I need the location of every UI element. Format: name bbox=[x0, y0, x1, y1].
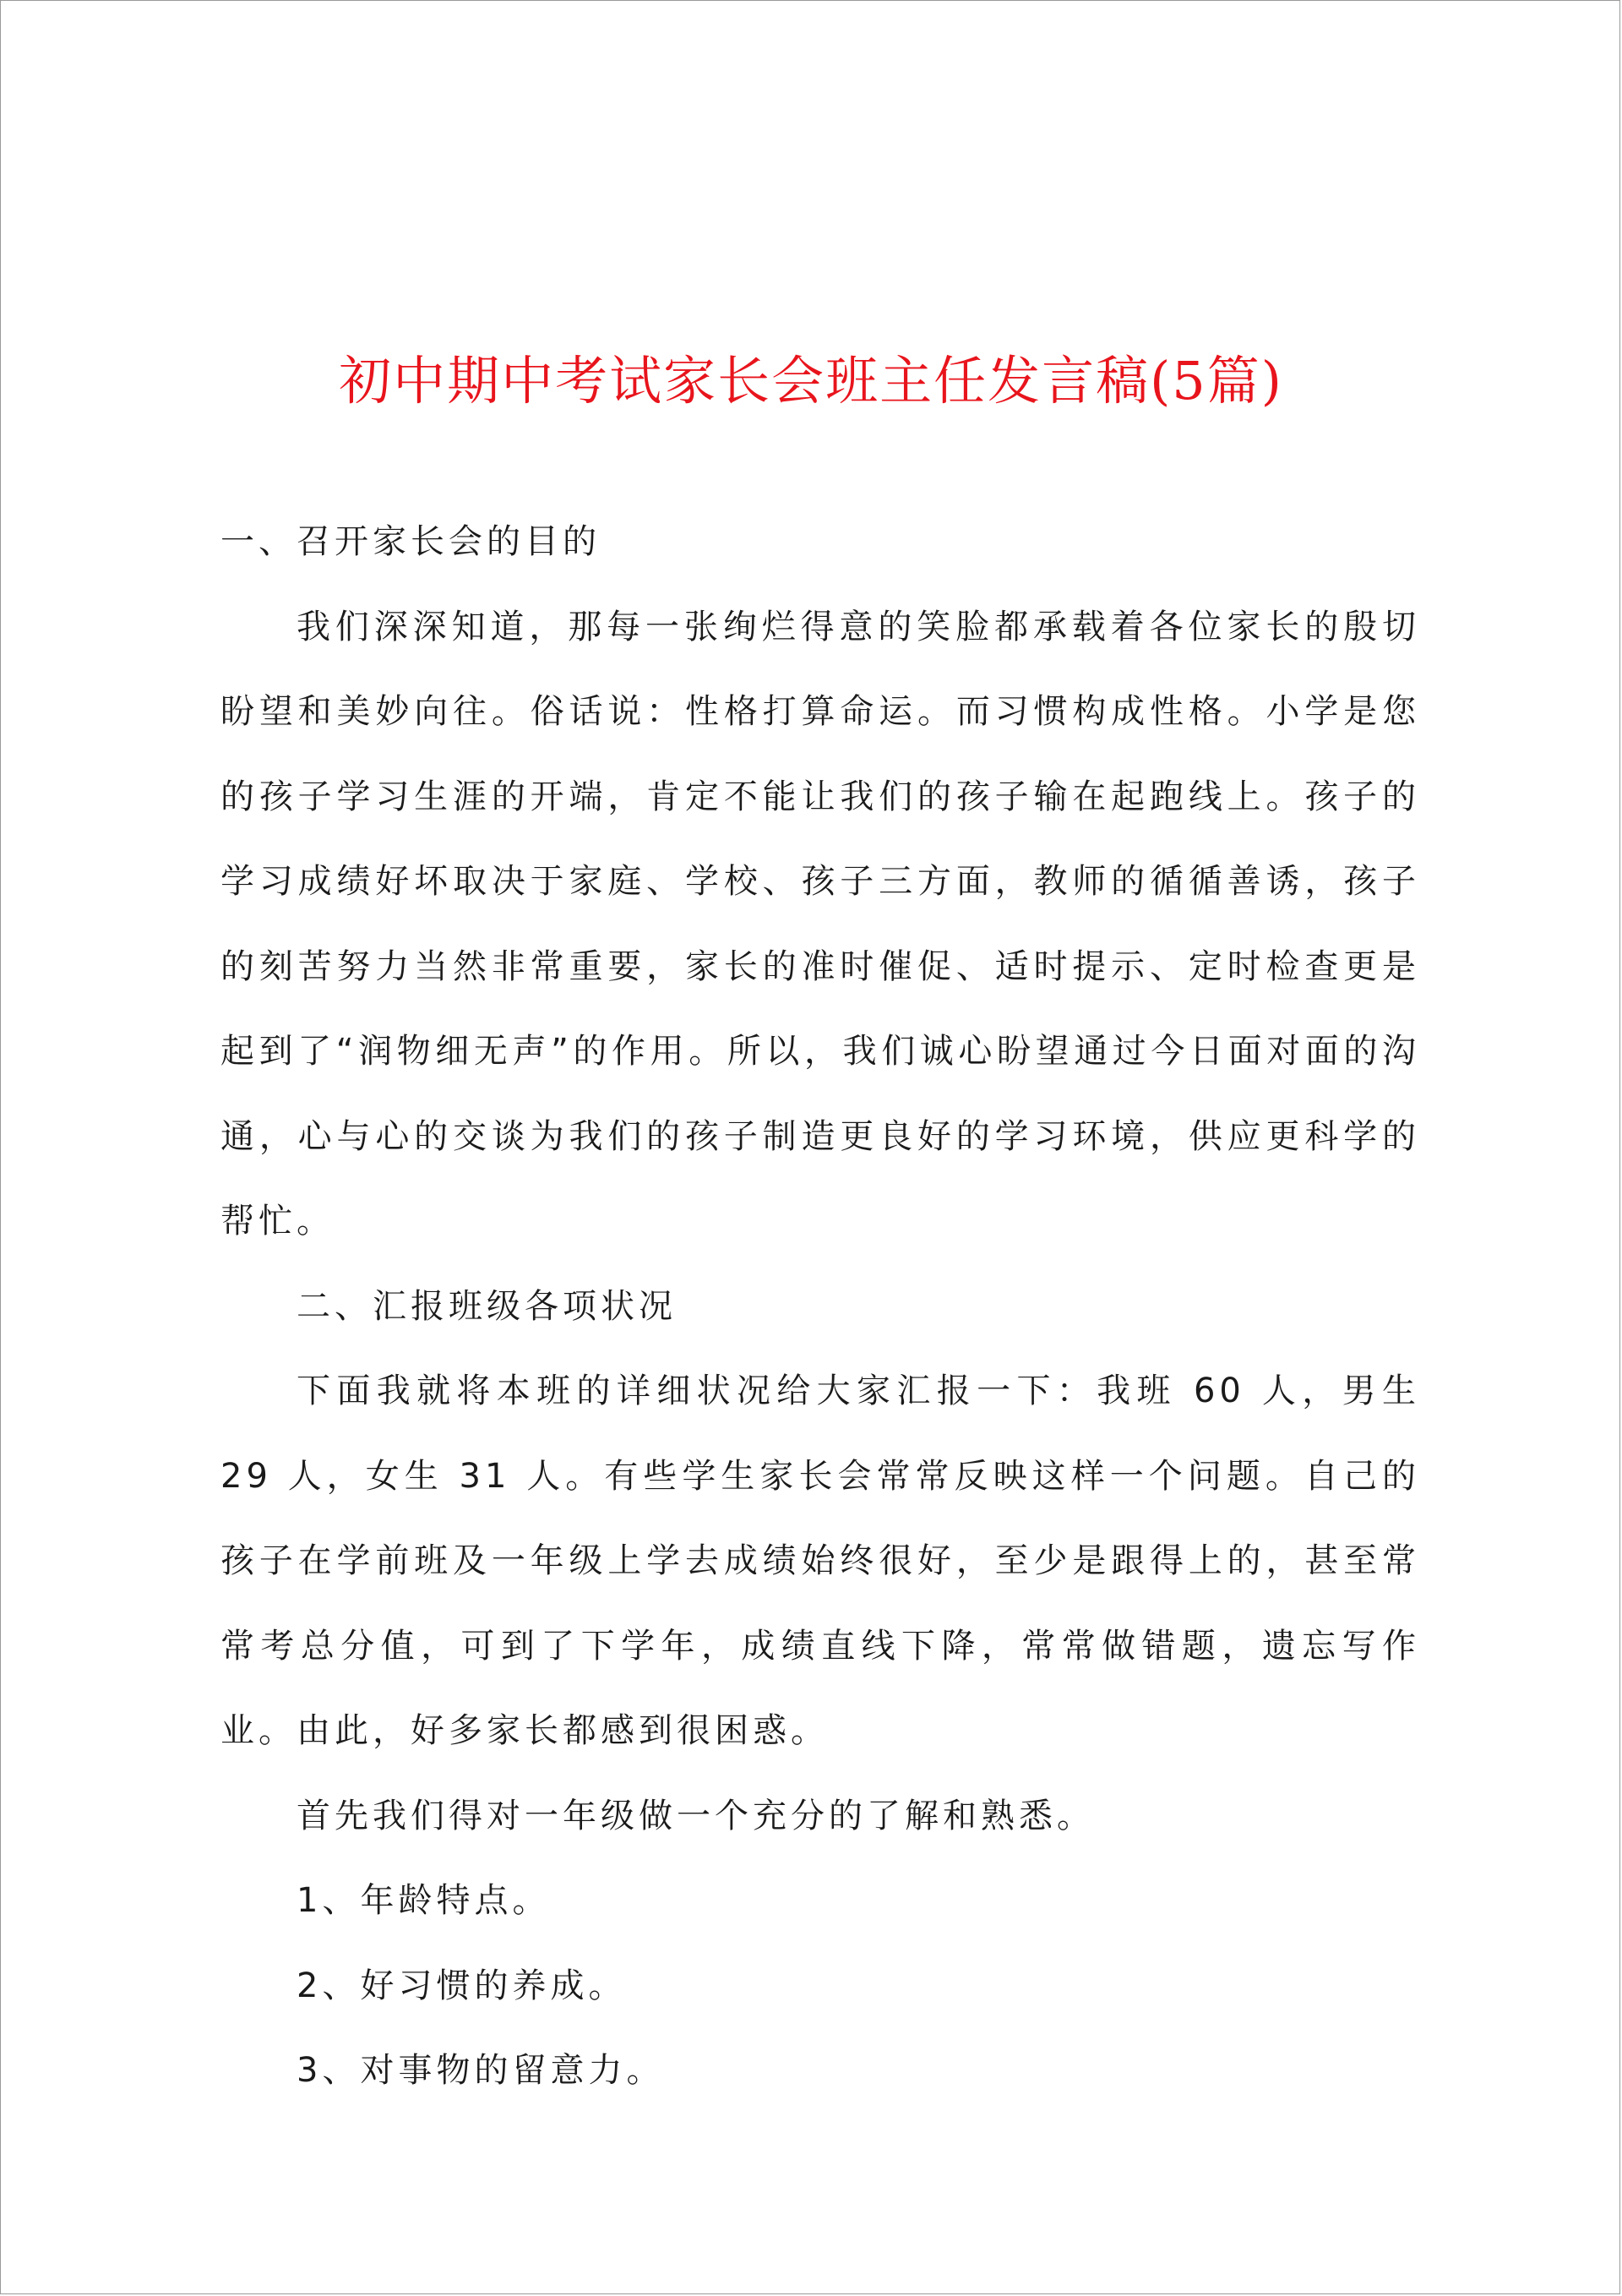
section-heading-report: 二、汇报班级各项状况 bbox=[297, 1286, 677, 1326]
list-item-attention: 3、对事物的留意力。 bbox=[297, 2051, 665, 2090]
paragraph-class-report: 下面我就将本班的详细状况给大家汇报一下：我班 60 人，男生 29 人，女生 31 人。有些学生家长会常常反映这样一个问题。自己的孩子在学前班及一年级上学去成绩始终很好，至少是跟得上的，甚至常常考总分值，可到了下学年，成绩直线下降，常常做错题，遗忘写作业。由此，好多家长都感到很困惑。 bbox=[220, 1372, 1420, 1750]
list-item-habits: 2、好习惯的养成。 bbox=[297, 1966, 627, 2005]
paragraph-understanding: 首先我们得对一年级做一个充分的了解和熟悉。 bbox=[297, 1796, 1095, 1835]
paragraph-purpose-body: 我们深深知道，那每一张绚烂得意的笑脸都承载着各位家长的殷切盼望和美妙向往。俗话说：性格打算命运。而习惯构成性格。小学是您的孩子学习生涯的开端，肯定不能让我们的孩子输在起跑线上。孩子的学习成绩好坏取决于家庭、学校、孩子三方面，教师的循循善诱，孩子的刻苦努力当然非常重要，家长的准时催促、适时提示、定时检查更是起到了“润物细无声”的作用。所以，我们诚心盼望通过今日面对面的沟通，心与心的交谈为我们的孩子制造更良好的学习环境，供应更科学的帮忙。 bbox=[220, 607, 1420, 1241]
document-title: 初中期中考试家长会班主任发言稿(5篇) bbox=[339, 350, 1283, 412]
section-heading-purpose: 一、召开家长会的目的 bbox=[220, 522, 601, 561]
list-item-age: 1、年龄特点。 bbox=[297, 1881, 551, 1920]
document-body bbox=[220, 499, 1420, 2113]
